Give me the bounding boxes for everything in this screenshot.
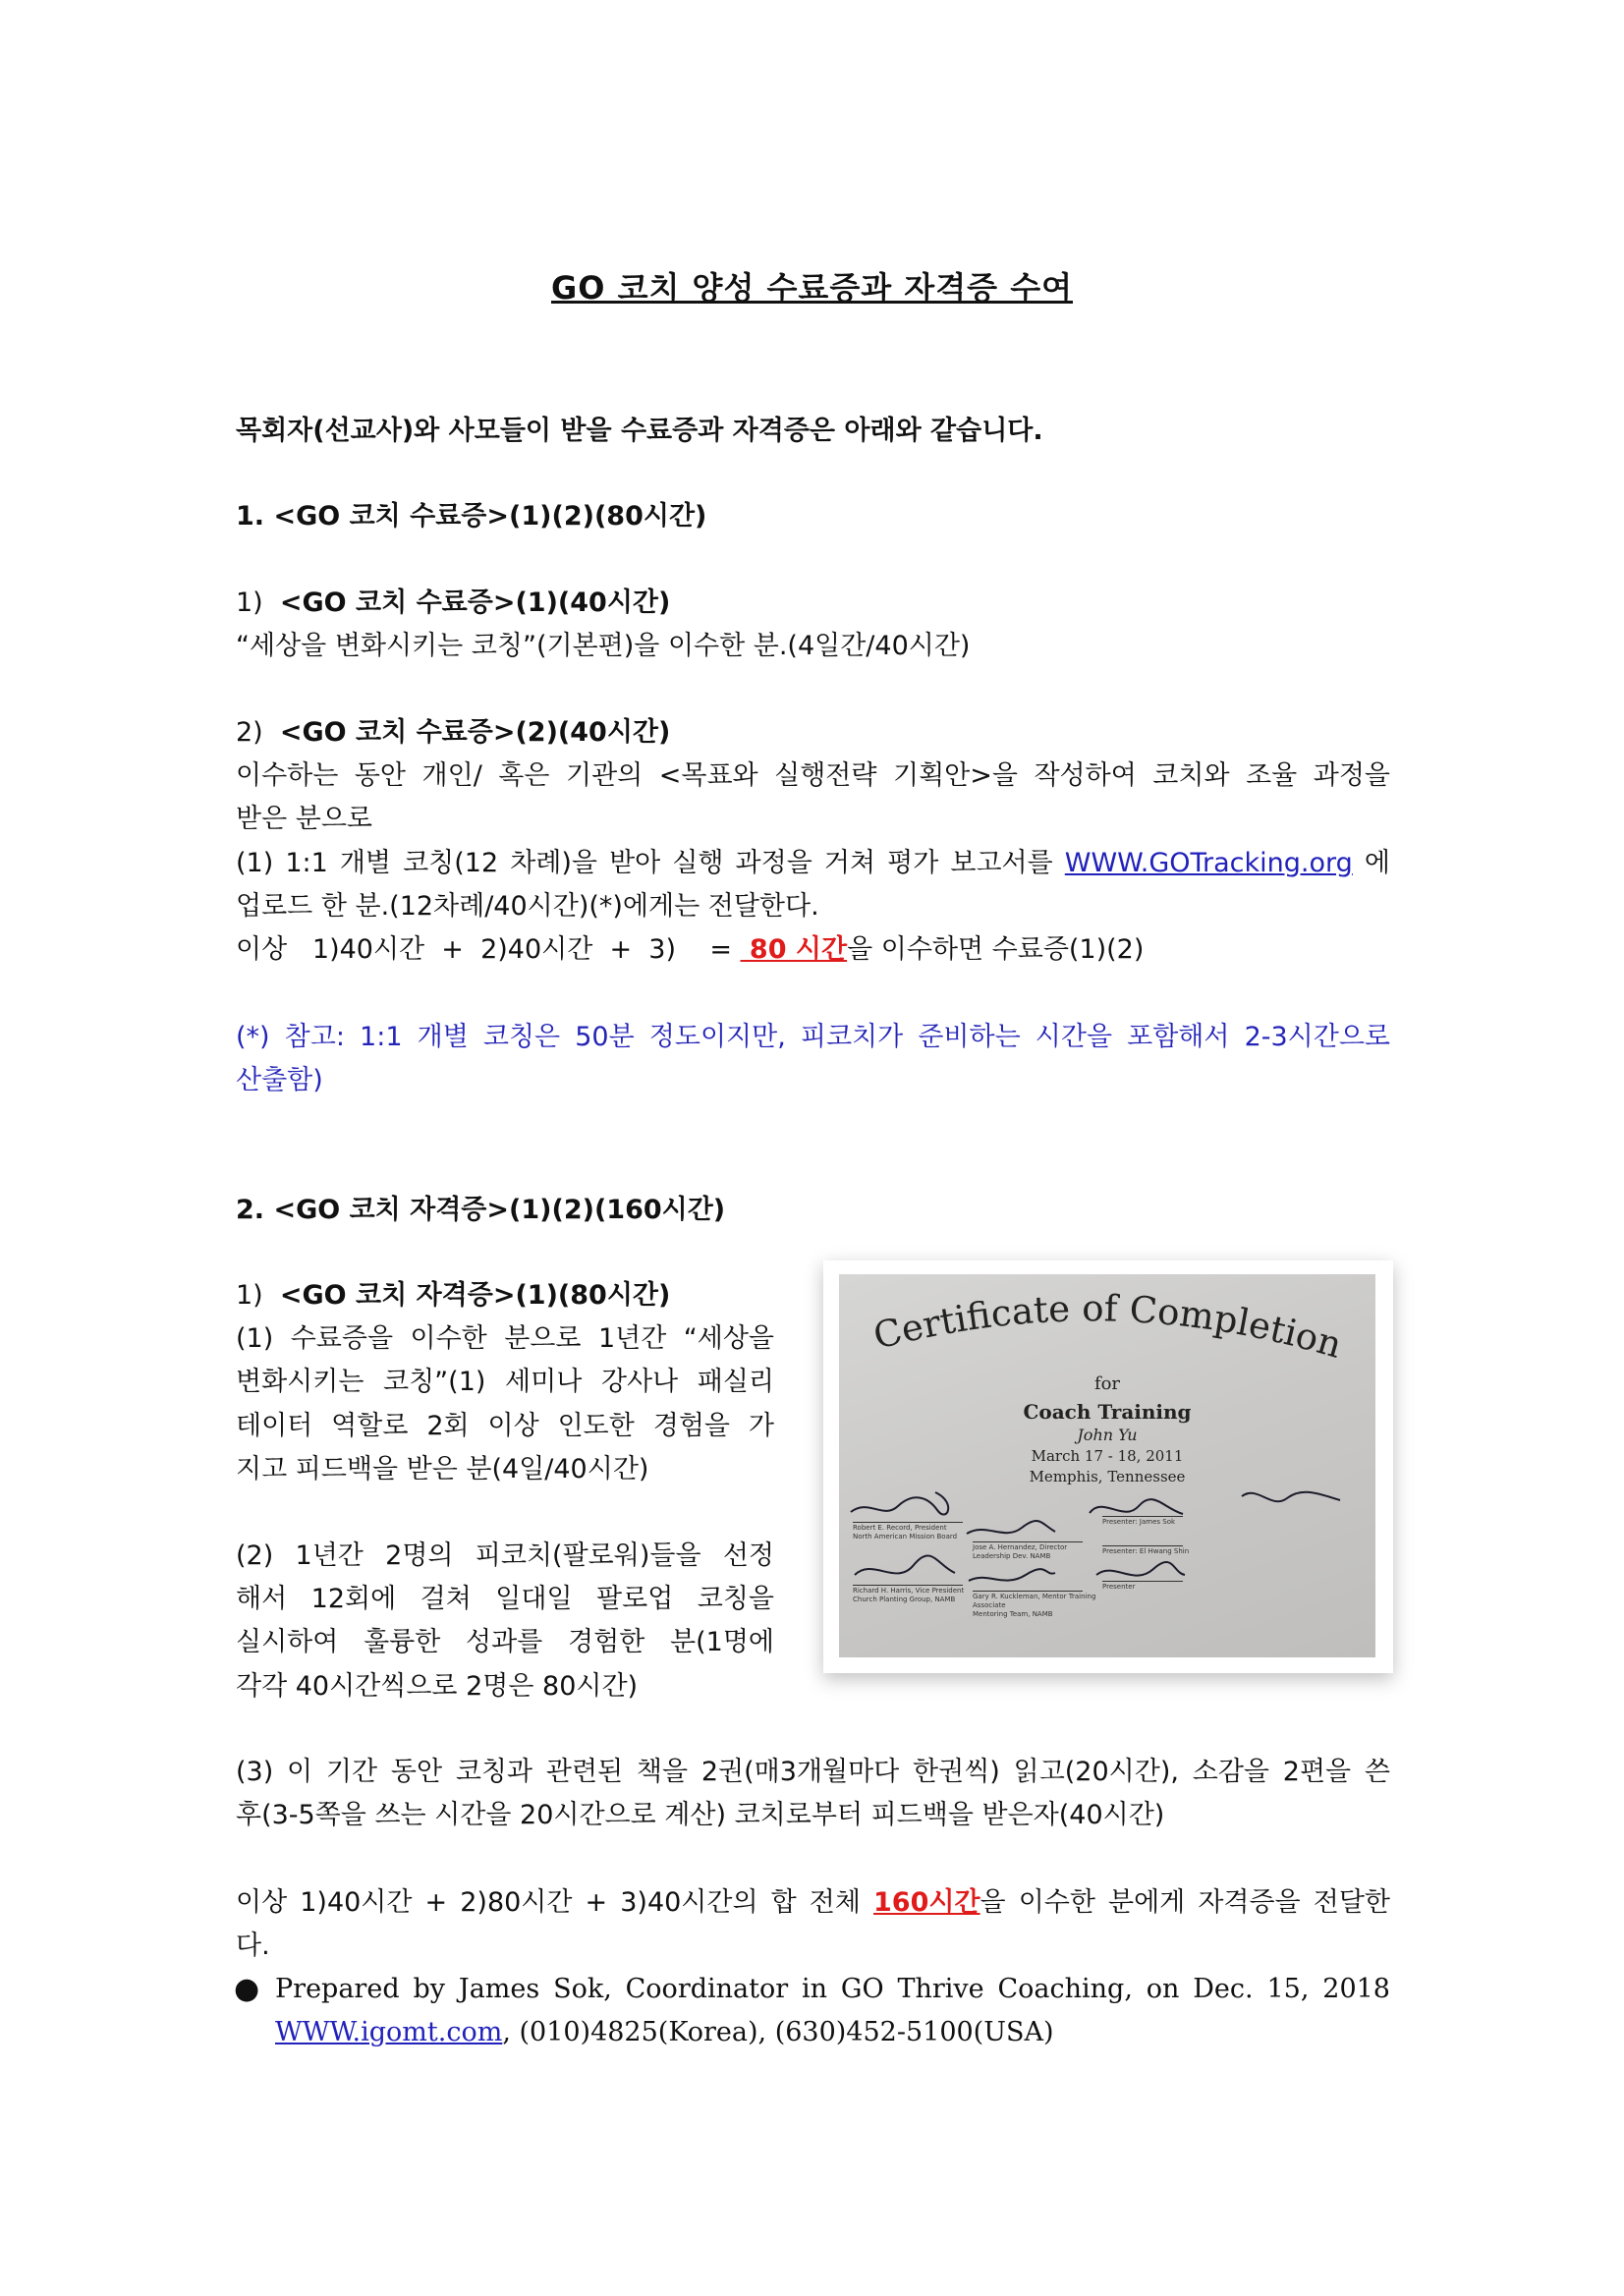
section1-item2-heading: [236, 711, 670, 755]
section2-p2-line3: 실시하여 훌륭한 성과를 경험한 분(1명에: [236, 1627, 774, 1657]
signature-line: [853, 1585, 963, 1586]
section2-p2-line2: 해서 12회에 걸쳐 일대일 팔로업 코칭을: [236, 1584, 774, 1614]
sum-highlight: 80 시간: [740, 934, 848, 965]
section2-p1-line1: (1) 수료증을 이수한 분으로 1년간 “세상을: [236, 1323, 774, 1354]
signer-7: Presenter: [1102, 1583, 1136, 1591]
signer-5: Presenter: James Sok: [1102, 1518, 1176, 1526]
certificate-recipient: John Yu: [1077, 1426, 1138, 1444]
signature-line: [1102, 1545, 1183, 1546]
signature-line: [1102, 1581, 1183, 1582]
section1-item2-line4: 업로드 한 분.(12차례/40시간)(*)에게는 전달한다.: [236, 891, 819, 922]
igomt-link[interactable]: WWW.igomt.com: [275, 2017, 503, 2047]
section2-p3-line2: 후(3-5쪽을 쓰는 시간을 20시간으로 계산) 코치로부터 피드백을 받은자(40시간): [236, 1800, 1165, 1830]
line3-text: (1) 1:1 개별 코칭(12 차례)을 받아 실행 과정을 거쳐 평가 보고서를: [236, 848, 1053, 878]
section1-item2-line1: 이수하는 동안 개인/ 혹은 기관의 <목표와 실행전략 기획안>을 작성하여 코치와 조율 과정을: [236, 760, 1390, 791]
sum-suffix: 을 이수한 분에게 자격증을 전달한: [980, 1887, 1390, 1918]
item-number: 1): [236, 1280, 263, 1311]
footer-line1: Prepared by James Sok, Coordinator in GO Thrive Coaching, on Dec. 15, 2018: [275, 1974, 1390, 2004]
item-title: <GO 코치 자격증>(1)(80시간): [279, 1280, 671, 1311]
item-title: <GO 코치 수료증>(2)(40시간): [279, 717, 671, 748]
section2-sum-line2: 다.: [236, 1931, 270, 1961]
section2-heading: 2. <GO 코치 자격증>(1)(2)(160시간): [236, 1195, 726, 1225]
certificate-dates: March 17 - 18, 2011: [1031, 1447, 1184, 1465]
sum-prefix: 이상 1)40시간 + 2)80시간 + 3)40시간의 합 전체: [236, 1887, 874, 1918]
certificate-title-text: Certificate of Completion: [868, 1287, 1347, 1367]
intro-text: 목회자(선교사)와 사모들이 받을 수료증과 자격증은 아래와 같습니다.: [236, 416, 1043, 446]
gotracking-link[interactable]: WWW.GOTracking.org: [1064, 848, 1353, 878]
sum-prefix: 이상 1)40시간 + 2)40시간 + 3) =: [236, 934, 741, 965]
footer-line2: [275, 2011, 1054, 2054]
certificate-for: for: [1093, 1373, 1121, 1394]
certificate: [839, 1274, 1375, 1657]
footer-contacts: , (010)4825(Korea), (630)452-5100(USA): [502, 2017, 1054, 2047]
item-title: <GO 코치 수료증>(1)(40시간): [279, 588, 671, 618]
signer-1: Robert E. Record, President North American Mission Board: [853, 1524, 958, 1540]
line3-suffix: 에: [1364, 848, 1390, 878]
section2-p1-line3: 테이터 역할로 2회 이상 인도한 경험을 가: [236, 1411, 774, 1441]
sum-suffix: 을 이수하면 수료증(1)(2): [847, 934, 1145, 965]
section1-item2-line2: 받은 분으로: [236, 804, 372, 834]
section1-item1-heading: [236, 582, 670, 625]
section1-item1-text: “세상을 변화시키는 코칭”(기본편)을 이수한 분.(4일간/40시간): [236, 631, 971, 661]
section1-sum-line: [236, 928, 1144, 972]
signer-4: Gary R. Kuckleman, Mentor Training Associate Mentoring Team, NAMB: [973, 1593, 1096, 1618]
section2-item1-heading: [236, 1274, 670, 1317]
signature-line: [853, 1522, 963, 1523]
section2-p1-line2: 변화시키는 코칭”(1) 세미나 강사나 패실리: [236, 1367, 774, 1397]
section1-note-line1: (*) 참고: 1:1 개별 코칭은 50분 정도이지만, 피코치가 준비하는 시간을 포함해서 2-3시간으로: [236, 1022, 1390, 1052]
section2-p1-line4: 지고 피드백을 받은 분(4일/40시간): [236, 1454, 649, 1484]
certificate-place: Memphis, Tennessee: [1029, 1468, 1186, 1485]
sum-highlight: 160시간: [873, 1887, 980, 1918]
section2-p2-line4: 각각 40시간씩으로 2명은 80시간): [236, 1671, 639, 1702]
section2-p3-line1: (3) 이 기간 동안 코칭과 관련된 책을 2권(매3개월마다 한권씩) 읽고(20시간), 소감을 2편을 쓴: [236, 1757, 1390, 1787]
signer-6: Presenter: El Hwang Shin: [1102, 1547, 1190, 1555]
certificate-image: [823, 1260, 1393, 1673]
certificate-program: Coach Training: [1023, 1400, 1192, 1424]
signature-line: [1102, 1516, 1183, 1517]
signature-line: [973, 1591, 1083, 1592]
section1-note-line2: 산출함): [236, 1065, 323, 1095]
item-number: 1): [236, 588, 263, 618]
section2-sum-line: [236, 1881, 1390, 1925]
page-title: GO 코치 양성 수료증과 자격증 수여: [550, 269, 1074, 307]
signature-line: [973, 1541, 1083, 1542]
section1-item2-line3: [236, 842, 1390, 885]
item-number: 2): [236, 717, 263, 748]
section1-heading: 1. <GO 코치 수료증>(1)(2)(80시간): [236, 501, 707, 532]
signer-2: Richard H. Harris, Vice President Church Planting Group, NAMB: [853, 1587, 965, 1603]
bullet-icon: ●: [234, 1972, 260, 2006]
signer-3: Jose A. Hernandez, Director Leadership Dev. NAMB: [973, 1543, 1068, 1560]
section2-p2-line1: (2) 1년간 2명의 피코치(팔로워)들을 선정: [236, 1540, 774, 1571]
